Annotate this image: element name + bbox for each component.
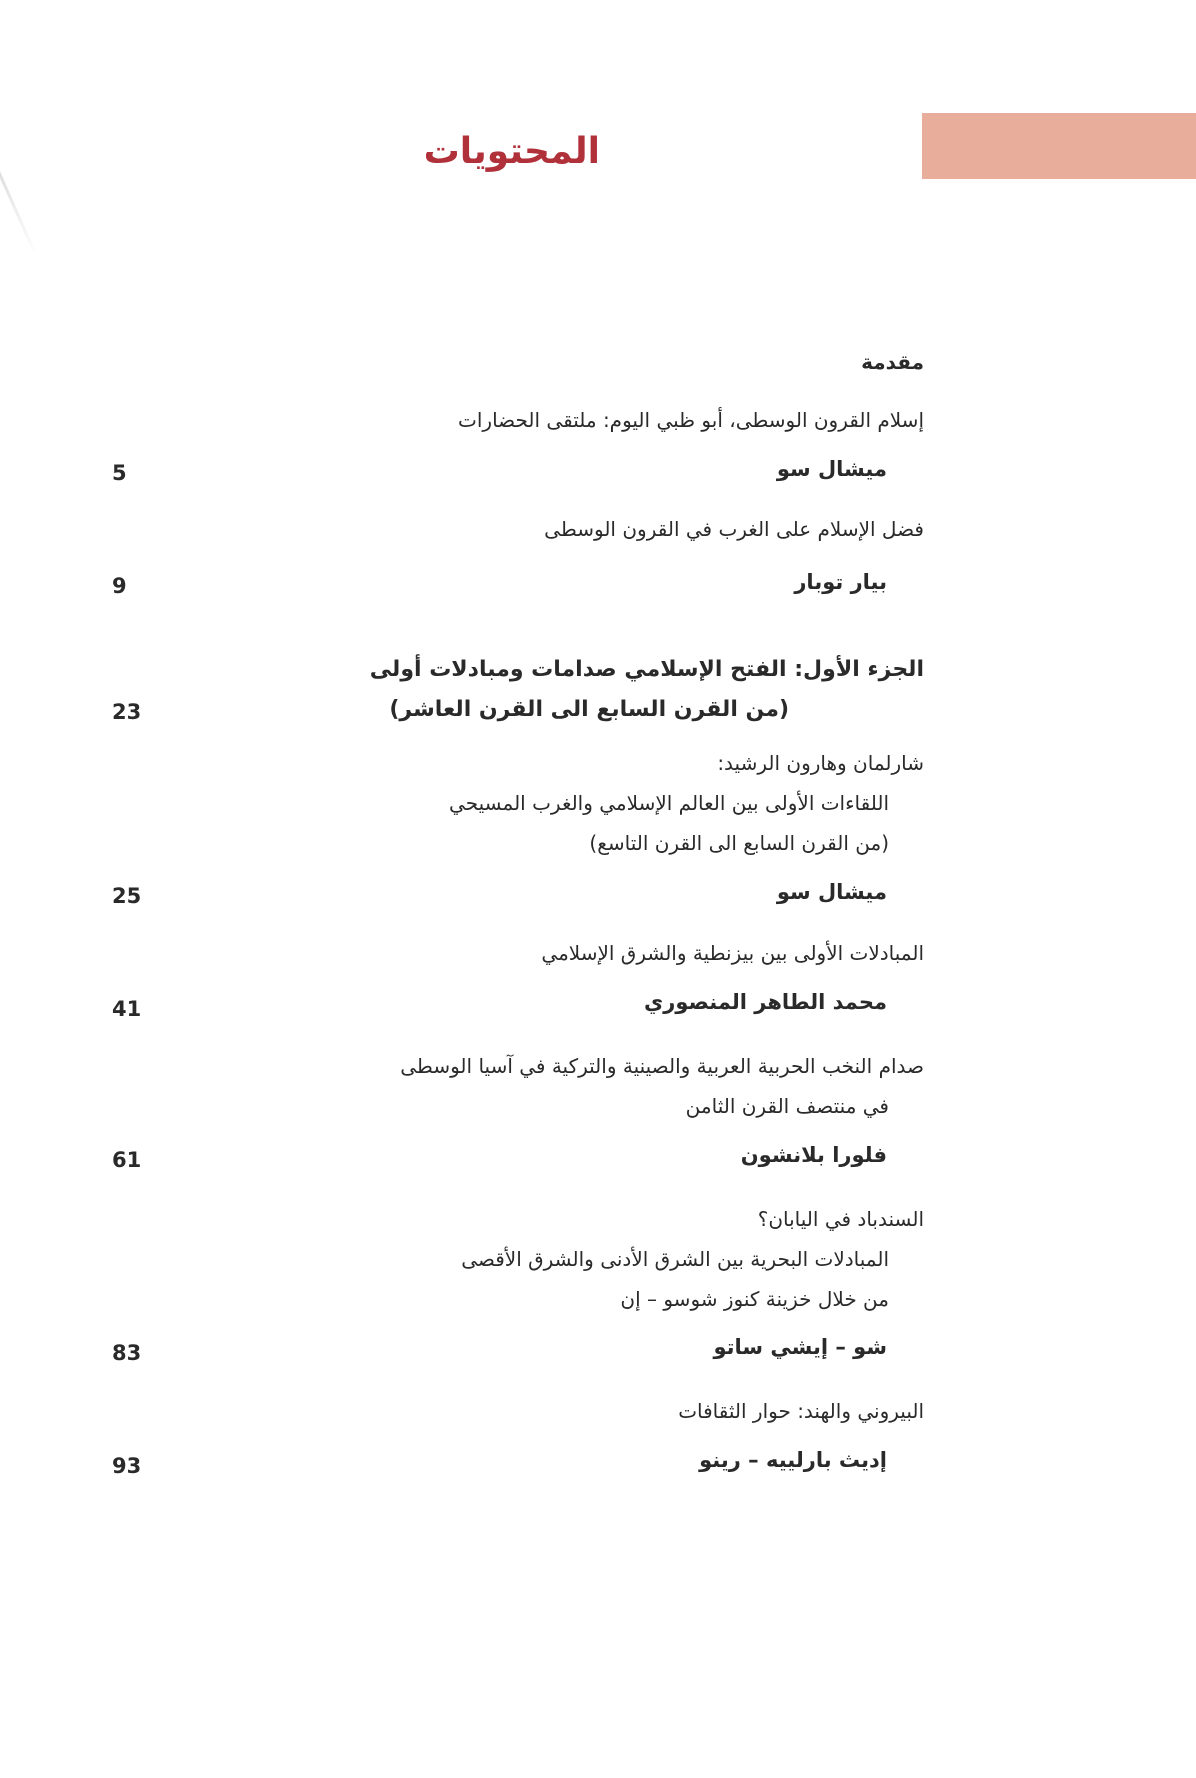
- toc-entry-title: البيروني والهند: حوار الثقافات: [678, 1399, 924, 1423]
- intro-label: مقدمة: [861, 350, 924, 374]
- toc-entry-title-line1: شارلمان وهارون الرشيد:: [717, 751, 924, 775]
- toc-entry-title-line2: اللقاءات الأولى بين العالم الإسلامي والغرب المسيحي: [449, 791, 889, 815]
- toc-entry-page: 83: [112, 1341, 142, 1365]
- decorative-band: [922, 113, 1196, 179]
- part-heading-line1: الجزء الأول: الفتح الإسلامي صدامات ومبادلات أولى: [369, 657, 924, 682]
- toc-entry-author: ميشال سو: [776, 457, 887, 481]
- part-heading-line2: (من القرن السابع الى القرن العاشر): [389, 697, 789, 722]
- toc-entry-title-line3: (من القرن السابع الى القرن التاسع): [589, 831, 889, 855]
- toc-entry-author: ميشال سو: [776, 880, 887, 904]
- page-title: المحتويات: [423, 131, 600, 172]
- toc-entry-author: محمد الطاهر المنصوري: [644, 990, 887, 1014]
- toc-entry-author: بيار توبار: [794, 570, 887, 594]
- toc-entry-title: فضل الإسلام على الغرب في القرون الوسطى: [544, 517, 924, 541]
- toc-entry-author: إديث بارلييه – رينو: [699, 1448, 887, 1472]
- toc-entry-title: المبادلات الأولى بين بيزنطية والشرق الإسلامي: [541, 941, 924, 965]
- toc-entry-author: فلورا بلانشون: [740, 1143, 887, 1167]
- toc-entry-title-line2: المبادلات البحرية بين الشرق الأدنى والشرق الأقصى: [461, 1247, 889, 1271]
- toc-entry-page: 23: [112, 700, 142, 724]
- toc-entry-page: 41: [112, 997, 142, 1021]
- toc-entry-title-line1: السندباد في اليابان؟: [757, 1207, 924, 1231]
- toc-entry-page: 9: [112, 574, 127, 598]
- scan-mark: [0, 154, 37, 256]
- toc-entry-page: 5: [112, 461, 127, 485]
- toc-entry-title-line2: في منتصف القرن الثامن: [685, 1094, 889, 1118]
- toc-entry-title-line3: من خلال خزينة كنوز شوسو – إن: [620, 1287, 889, 1311]
- toc-entry-page: 61: [112, 1148, 142, 1172]
- toc-entry-title: إسلام القرون الوسطى، أبو ظبي اليوم: ملتقى الحضارات: [458, 408, 924, 432]
- toc-entry-title-line1: صدام النخب الحربية العربية والصينية والتركية في آسيا الوسطى: [400, 1054, 924, 1078]
- toc-entry-page: 25: [112, 884, 142, 908]
- toc-entry-page: 93: [112, 1454, 142, 1478]
- toc-entry-author: شو – إيشي ساتو: [713, 1335, 887, 1359]
